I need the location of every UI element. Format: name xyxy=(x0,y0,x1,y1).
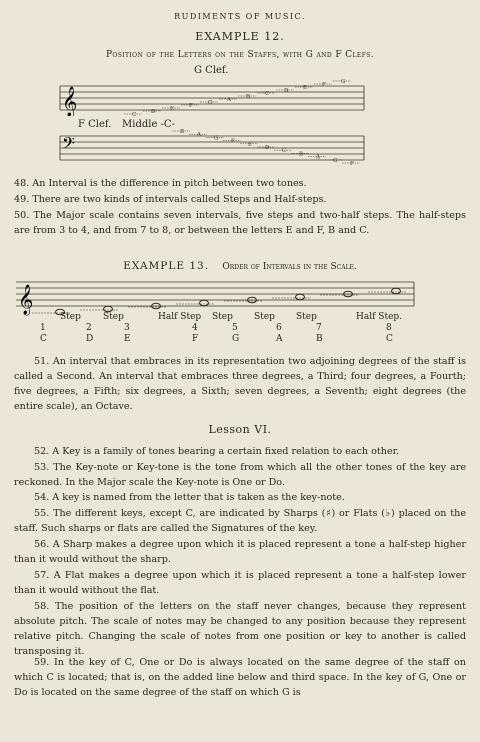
scale-degree: 1 xyxy=(40,323,46,333)
scale-letter: F xyxy=(192,334,199,344)
paragraph-59: 59. In the key of C, One or Do is always located on the same degree of the staff on which C is located; that is, on the added line below and third space. In the key of G, One or Do is located on the same degree of the staff on which G is xyxy=(14,657,466,698)
running-head: RUDIMENTS OF MUSIC. xyxy=(174,12,306,21)
f-letter: B xyxy=(299,151,304,158)
paragraph-56: 56. A Sharp makes a degree upon which it is placed represent a tone a half-step higher than it would without the sharp. xyxy=(14,539,466,565)
paragraph-58: 58. The position of the letters on the staff never changes, because they represent absolute pitch. The scale of notes may be changed to any position because they represent relative pitch. Changing the scale of notes from one position or key to another is called transposing it. xyxy=(14,601,466,657)
f-clef-staff xyxy=(52,128,372,168)
example-12-title: EXAMPLE 12. xyxy=(195,30,285,43)
example-13-heading xyxy=(0,260,480,272)
interval-label: Step xyxy=(296,312,317,322)
interval-label: Half Step xyxy=(158,312,202,322)
paragraph-51: 51. An interval that embraces in its representation two adjoining degrees of the staff is called a Second. An interval that embraces three degrees, a Third; four degrees, a Fourth; five degrees, a Fifth; six degrees, a Sixth; seven degrees, a Seventh; eight degrees (the entire scale), an Octave. xyxy=(14,356,466,412)
treble-clef-icon: 𝄞 xyxy=(62,87,78,116)
g-letter: D xyxy=(284,88,289,94)
scale-degree: 3 xyxy=(124,323,130,333)
paragraph-50: 50. The Major scale contains seven intervals, five steps and two-half steps. The half-steps are from 3 to 4, and from 7 to 8, or between the letters E and F, B and C. xyxy=(14,210,466,236)
scale-degree: 8 xyxy=(386,323,392,333)
scale-note xyxy=(296,294,305,300)
paragraph-52: 52. A Key is a family of tones bearing a certain fixed relation to each other. xyxy=(34,446,400,457)
scale-letter: G xyxy=(232,334,240,344)
paragraph-53: 53. The Key-note or Key-tone is the tone from which all the other tones of the key are reckoned. In the Major scale the Key-note is One or Do. xyxy=(14,462,466,488)
scale-degree: 5 xyxy=(232,323,238,333)
interval-label: Step xyxy=(60,312,81,322)
f-letter: A xyxy=(316,154,320,161)
f-letter: E xyxy=(248,141,253,148)
g-letter: F xyxy=(322,82,326,88)
f-letter: B xyxy=(180,129,185,135)
scale-degree: 2 xyxy=(86,323,92,333)
example-13-caption: Order of Intervals in the Scale. xyxy=(222,262,357,272)
interval-label: Step xyxy=(212,312,233,322)
example-13-title: EXAMPLE 13. xyxy=(123,260,210,272)
scale-letter: B xyxy=(316,334,323,344)
scale-letter: C xyxy=(40,334,47,344)
paragraph-55: 55. The different keys, except C, are indicated by Sharps (♯) or Flats (♭) placed on the staff. Such sharps or flats are called the Signatures of the key. xyxy=(14,508,466,534)
f-letter: G xyxy=(333,157,338,164)
f-clef-label: F Clef. xyxy=(78,119,112,130)
scale-letter: E xyxy=(124,334,131,344)
bass-clef-icon: 𝄢 xyxy=(62,133,75,157)
scale-note xyxy=(200,300,209,306)
f-letter: C xyxy=(282,148,287,155)
paragraph-49: 49. There are two kinds of intervals called Steps and Half-steps. xyxy=(14,194,327,205)
f-letter: F xyxy=(231,138,235,145)
g-clef-label: G Clef. xyxy=(194,65,229,76)
g-letter: G xyxy=(341,79,346,85)
scale-degree: 4 xyxy=(192,323,198,333)
g-letter: A xyxy=(227,97,231,103)
interval-label: Step xyxy=(254,312,275,322)
scale-letter: A xyxy=(276,334,283,344)
g-letter: C xyxy=(265,91,270,97)
treble-clef-icon: 𝄞 xyxy=(18,285,34,315)
scale-degree: 6 xyxy=(276,323,282,333)
interval-label: Half Step. xyxy=(356,312,403,322)
interval-label: Step xyxy=(103,312,124,322)
scale-staff xyxy=(10,276,420,316)
paragraph-48: 48. An Interval is the difference in pitch between two tones. xyxy=(14,178,307,189)
g-clef-staff xyxy=(52,76,372,116)
g-letter: D xyxy=(151,109,156,115)
f-letter: D xyxy=(265,145,270,151)
scale-letter: C xyxy=(386,334,393,344)
scale-note xyxy=(392,288,401,294)
f-letter: A xyxy=(197,132,201,139)
f-letter: G xyxy=(214,135,219,142)
g-letter: E xyxy=(170,106,175,112)
g-letter: B xyxy=(246,94,251,100)
g-letter: C xyxy=(132,112,137,116)
scale-degree: 7 xyxy=(316,323,322,333)
paragraph-54: 54. A key is named from the letter that is taken as the key-note. xyxy=(34,492,345,503)
scale-letter: D xyxy=(86,334,94,344)
scale-note xyxy=(104,306,113,312)
letter-row xyxy=(0,334,480,346)
g-letter: F xyxy=(189,103,193,109)
g-letter: G xyxy=(208,100,213,106)
g-letter: E xyxy=(303,85,308,91)
paragraph-57: 57. A Flat makes a degree upon which it is placed represent a tone a half-step lower than it would without the flat. xyxy=(14,570,466,596)
example-12-caption: Position of the Letters on the Staffs, with G and F Clefs. xyxy=(105,50,375,60)
f-letter: F xyxy=(350,161,354,167)
lesson-title: Lesson VI. xyxy=(208,423,272,436)
middle-c-label: Middle -C- xyxy=(122,119,175,130)
